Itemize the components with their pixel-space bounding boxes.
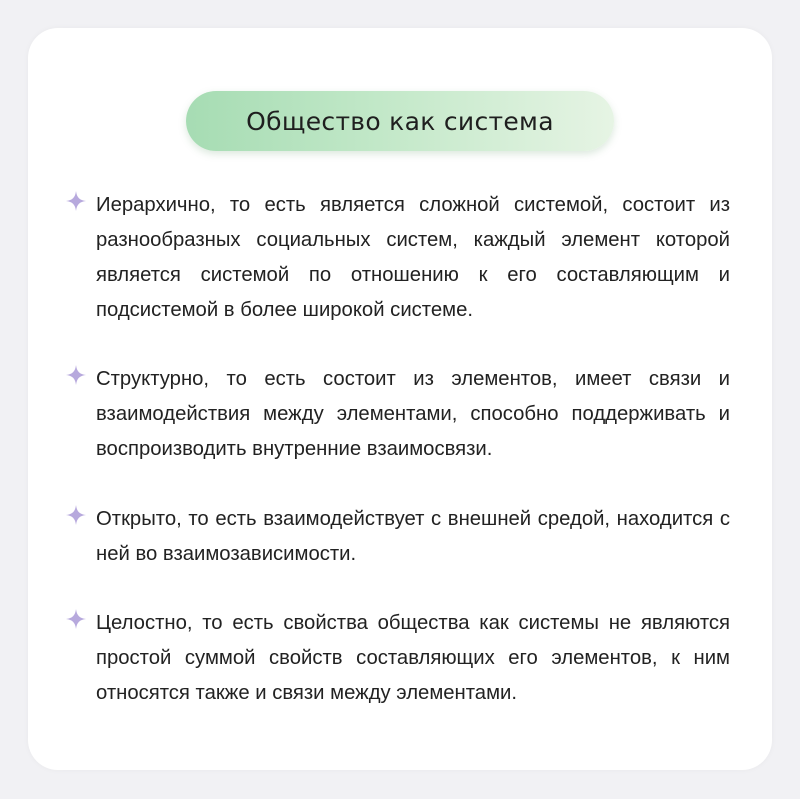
- title-banner: [186, 91, 614, 151]
- sparkle-star-icon: [66, 609, 86, 629]
- sparkle-star-icon: [66, 191, 86, 211]
- list-item-text: Открыто, то есть взаимодействует с внешней средой, находится с ней во взаимозависимости.: [96, 508, 730, 565]
- list-item: [66, 502, 730, 572]
- list-item: [66, 362, 730, 467]
- sparkle-star-icon: [66, 505, 86, 525]
- page-title: Общество как система: [246, 106, 554, 136]
- list-item-text: Структурно, то есть состоит из элементов, имеет связи и взаимодействия между элементами, способно поддерживать и воспроизводить внутренние взаимосвязи.: [96, 368, 730, 460]
- list-item: [66, 188, 730, 328]
- list-item-text: Целостно, то есть свойства общества как системы не являются простой суммой свойств составляющих его элементов, к ним относятся также и связи между элементами.: [96, 612, 730, 704]
- list-item: [66, 606, 730, 711]
- list-item-text: Иерархично, то есть является сложной системой, состоит из разнообразных социальных систем, каждый элемент которой является системой по отношению к его составляющим и подсистемой в более широкой системе.: [96, 194, 730, 321]
- sparkle-star-icon: [66, 365, 86, 385]
